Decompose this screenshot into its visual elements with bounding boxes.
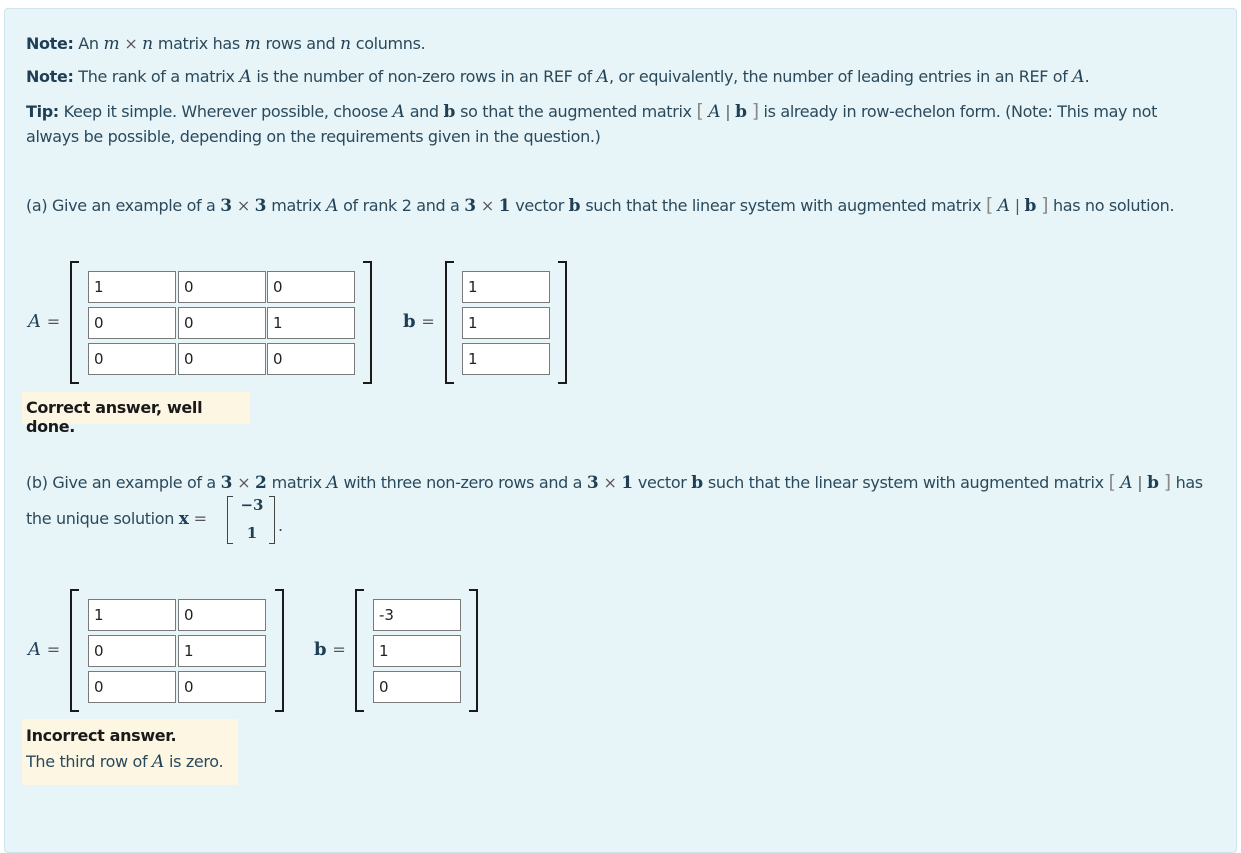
feedback-message — [26, 752, 223, 772]
math-bracket: ] — [1041, 194, 1049, 216]
math-b: b — [735, 102, 747, 122]
math-bracket: ] — [1163, 471, 1171, 493]
left-bracket — [227, 496, 233, 544]
feedback-heading: Incorrect answer. — [26, 726, 177, 745]
math-A: A — [392, 102, 405, 122]
vector-b-cell[interactable] — [373, 635, 461, 667]
math-A: A — [28, 639, 41, 660]
math-num: 1 — [498, 196, 511, 216]
note-text: matrix has — [157, 34, 240, 53]
left-bracket — [445, 261, 454, 384]
left-bracket — [70, 261, 79, 384]
note-text: . — [1084, 67, 1090, 86]
note-text: columns. — [355, 34, 426, 53]
math-equals: = — [332, 640, 346, 659]
math-num: 3 — [254, 196, 267, 216]
math-n: n — [340, 34, 352, 54]
math-equals: = — [193, 509, 207, 528]
matrix-A-cell[interactable] — [267, 271, 355, 303]
prompt-text: has — [1175, 473, 1203, 492]
left-bracket — [70, 589, 79, 712]
feedback-heading: Correct answer, well done. — [26, 398, 203, 436]
matrix-A-cell[interactable] — [88, 343, 176, 375]
prompt-text: of rank 2 and a — [343, 196, 460, 215]
math-bracket: [ — [985, 194, 993, 216]
note-label: Note: — [26, 34, 74, 53]
matrix-A-cell[interactable] — [88, 671, 176, 703]
solution-entry: −3 — [240, 496, 264, 514]
matrix-A-cell[interactable] — [178, 271, 266, 303]
math-times: × — [603, 473, 617, 492]
note-text: is the number of non-zero rows in an REF of — [256, 67, 592, 86]
note-text: rows and — [265, 34, 336, 53]
tip-label: Tip: — [26, 102, 59, 121]
math-times: × — [124, 34, 138, 53]
matrix-A-cell[interactable] — [178, 671, 266, 703]
math-b: b — [314, 639, 327, 660]
math-bracket: [ — [1108, 471, 1116, 493]
left-bracket — [355, 589, 364, 712]
vector-b-cell[interactable] — [462, 343, 550, 375]
matrix-A-cell[interactable] — [88, 599, 176, 631]
tip-text: is already in row-echelon form. (Note: This may not — [763, 102, 1158, 121]
matrix-A-cell[interactable] — [267, 343, 355, 375]
prompt-text: matrix — [271, 196, 322, 215]
prompt-text: (b) Give an example of a — [26, 473, 216, 492]
prompt-text: vector — [637, 473, 687, 492]
solution-entry: 1 — [246, 524, 258, 542]
math-times: × — [480, 196, 494, 215]
vector-b-cell[interactable] — [462, 307, 550, 339]
right-bracket — [363, 261, 372, 384]
math-A: A — [326, 196, 339, 216]
math-num: 2 — [255, 473, 267, 493]
note-text: The rank of a matrix — [78, 67, 235, 86]
math-A: A — [708, 102, 721, 122]
matrix-A-cell[interactable] — [267, 307, 355, 339]
note-label: Note: — [26, 67, 74, 86]
right-bracket — [469, 589, 478, 712]
note-mxn — [26, 34, 425, 54]
math-bracket: [ — [696, 100, 704, 122]
math-num: 3 — [586, 473, 599, 493]
math-equals: = — [46, 312, 61, 331]
prompt-text: the unique solution — [26, 509, 175, 528]
note-text: An — [78, 34, 99, 53]
math-A: A — [1120, 473, 1133, 493]
math-equals: = — [421, 312, 435, 331]
math-bar: | — [1137, 473, 1143, 492]
tip-text: so that the augmented matrix — [460, 102, 692, 121]
prompt-text: such that the linear system with augmented matrix — [707, 473, 1104, 492]
math-A: A — [239, 67, 252, 87]
right-bracket — [269, 496, 275, 544]
solution-period: . — [278, 516, 283, 535]
prompt-text: vector — [515, 196, 564, 215]
tip-line2: always be possible, depending on the requirements given in the question.) — [26, 127, 601, 146]
tip — [26, 101, 1157, 122]
vector-b-label — [403, 311, 435, 332]
math-n: n — [142, 34, 154, 54]
part-a-prompt — [26, 195, 1174, 216]
math-bar: | — [725, 102, 731, 121]
matrix-A-label — [28, 311, 60, 332]
math-equals: = — [46, 640, 61, 659]
matrix-A-cell[interactable] — [178, 635, 266, 667]
math-times: × — [236, 196, 250, 215]
vector-b-cell[interactable] — [373, 671, 461, 703]
prompt-text: (a) Give an example of a — [26, 196, 216, 215]
math-bar: | — [1014, 196, 1020, 215]
tip-text: and — [409, 102, 439, 121]
prompt-text: matrix — [271, 473, 322, 492]
matrix-A-cell[interactable] — [88, 271, 176, 303]
math-A: A — [152, 752, 165, 772]
math-b: b — [691, 473, 704, 493]
math-A: A — [1072, 67, 1085, 87]
math-b: b — [1147, 473, 1159, 493]
math-A: A — [997, 196, 1010, 216]
right-bracket — [558, 261, 567, 384]
prompt-text: has no solution. — [1052, 196, 1175, 215]
math-b: b — [443, 102, 456, 122]
math-b: b — [403, 311, 416, 332]
feedback-incorrect — [22, 719, 238, 785]
matrix-A-cell[interactable] — [88, 635, 176, 667]
right-bracket — [275, 589, 284, 712]
math-b: b — [1024, 196, 1037, 216]
prompt-text: such that the linear system with augmented matrix — [585, 196, 982, 215]
math-times: × — [237, 473, 251, 492]
note-text: , or equivalently, the number of leading entries in an REF of — [608, 67, 1068, 86]
math-A: A — [326, 473, 339, 493]
part-b-prompt — [26, 472, 1203, 493]
math-num: 1 — [621, 473, 634, 493]
note-rank — [26, 67, 1089, 87]
math-bracket: ] — [751, 100, 759, 122]
matrix-A-cell[interactable] — [178, 599, 266, 631]
math-b: b — [568, 196, 581, 216]
feedback-correct — [22, 392, 250, 436]
vector-b-cell[interactable] — [373, 599, 461, 631]
part-b-prompt-line2 — [26, 509, 207, 529]
tip-text: Keep it simple. Wherever possible, choose — [63, 102, 388, 121]
prompt-text: with three non-zero rows and a — [343, 473, 583, 492]
vector-b-cell[interactable] — [462, 271, 550, 303]
feedback-text: is zero. — [169, 752, 224, 771]
math-A: A — [28, 311, 41, 332]
math-num: 3 — [220, 196, 233, 216]
feedback-text: The third row of — [26, 752, 148, 771]
math-x: x — [178, 509, 189, 529]
matrix-A-cell[interactable] — [178, 307, 266, 339]
matrix-A-cell[interactable] — [178, 343, 266, 375]
math-m: m — [103, 34, 120, 54]
math-A: A — [596, 67, 609, 87]
matrix-A-label — [28, 639, 60, 660]
matrix-A-cell[interactable] — [88, 307, 176, 339]
math-num: 3 — [220, 473, 233, 493]
vector-b-label — [314, 639, 346, 660]
math-num: 3 — [464, 196, 477, 216]
math-m: m — [244, 34, 261, 54]
